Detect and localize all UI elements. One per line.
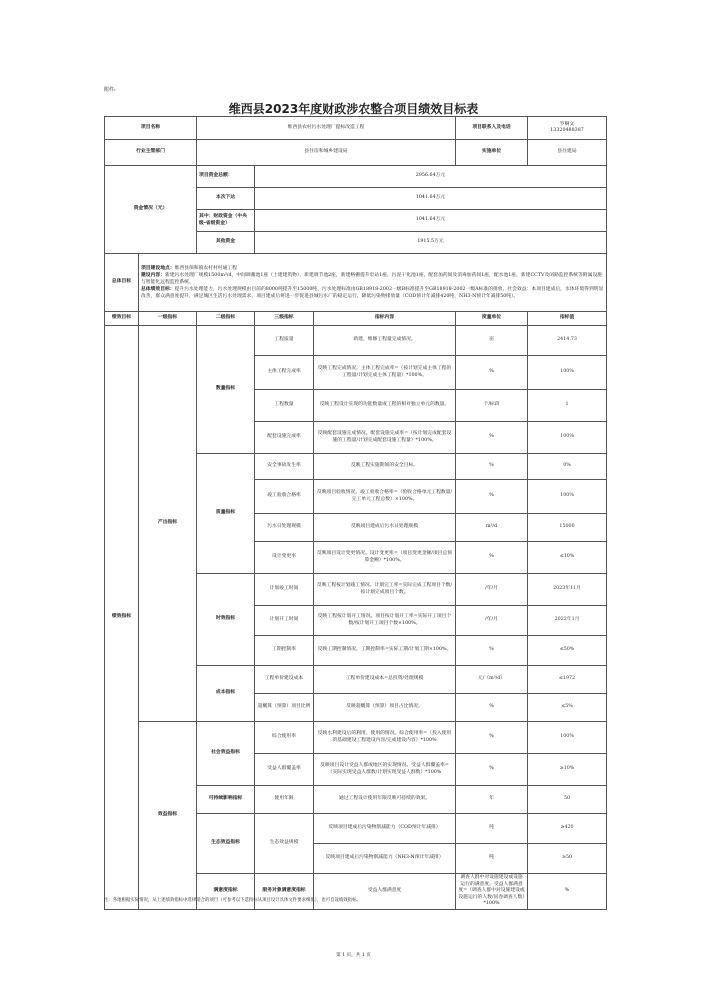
funds-row-label: 其中：财政资金（中央级-省级资金） [197,210,255,232]
funds-row-label: 项目资金总额： [197,166,255,188]
metric-name: 使用年限 [255,786,314,814]
metric-name: 综合使用率 [255,722,314,754]
col-header: 指标值 [528,312,607,326]
overall-goal-text [139,254,607,312]
metric-value: 100% [528,722,607,754]
metric-content: 反映项目设计变更情况。设计变更率=（项目变更金额/项目总预算金额）*100%。 [314,542,456,574]
col-header: 指标内容 [314,312,456,326]
contact-label: 项目联系人及电话 [456,117,528,140]
metric-value: ≤5% [528,694,607,722]
metric-content: 反映超概算（预算）项目占比情况。 [314,694,456,722]
impl-label: 实施单位 [456,140,528,166]
col-header: 度量单位 [456,312,528,326]
funds-row-value: 1915.5万元 [255,232,607,254]
metric-unit: % [456,454,528,480]
level1-benefit: 效益指标 [139,722,197,910]
metric-content: 反映工程设计实现的功能数量或工程的相对独立单元的数量。 [314,390,456,422]
metric-value: 100% [528,422,607,454]
metric-content: 反映水利建设后的利用、使用的情况。综合使用率=（投入使用的基础建设工程建设内容/完成建设内容）*100% [314,722,456,754]
perf-label: 绩效指标 [105,326,139,910]
metric-content: 工程单价建设成本=总投资/处理规模 [314,666,456,694]
metric-value: ≤1972 [528,666,607,694]
metric-content: 反映项目建成后污水日处理规模 [314,514,456,542]
attachment-note: 附件: [104,87,116,93]
level2-eco: 生态效益指标 [197,814,255,874]
metric-name: 计划竣工时间 [255,574,314,606]
metric-unit: 吨 [456,844,528,874]
level2-quality: 质量指标 [197,454,255,574]
contact: 罗啊文 13320488387 [528,117,607,140]
metric-content: 反映项目验收情况。竣工验收合格率=（验收合格单元工程数量/完工单元工程总数）×100%。 [314,480,456,514]
metric-name: 设计变更率 [255,542,314,574]
metric-name: 受益人群覆盖率 [255,754,314,786]
metric-content: 反映项目建成后污染物削减能力（COD预计年减排） [314,814,456,844]
metric-unit: % [456,636,528,666]
metric-value: 2022年1月 [528,606,607,636]
goal-value: 维西县保和镇农村村村通工程 [174,265,237,271]
goal-key: 建设内容： [141,272,165,279]
metric-content: 反映工程按计划竣工情况。计划完工率=实际完成工程项目个数/按计划完成项目个数。 [314,574,456,606]
page-title: 维西县2023年度财政涉农整合项目绩效目标表 [228,102,479,116]
metric-name: 主体工程完成率 [255,356,314,390]
metric-content: 反映项目设计受益人群或地区的实现情况。受益人群覆盖率=（实际实现受益人群数/计划实现受益人群数）*100% [314,754,456,786]
overall-label: 总体目标 [105,254,139,312]
metric-value: 100% [528,480,607,514]
metric-value: 0% [528,454,607,480]
metric-content: 反映工期控制情况。工期控制率=实际工期/计划工期×100%。 [314,636,456,666]
impl: 县住建局 [528,140,607,166]
page-number: 第 1 页，共 1 页 [336,953,371,958]
metric-content: 调查人群中对设施建设或设施运行的满意度。受益人群满意度=（调查人群中对设施建设或设施运行的人数/问卷调查人数）*100% [456,874,528,910]
metric-content: 反映工程按计划开工情况。项目按计划开工率=实际开工项目个数/按计划开工项目个数×100%。 [314,606,456,636]
goal-key: 项目建设地点： [141,264,175,271]
metric-unit: % [456,422,528,454]
level2-timeliness: 时效指标 [197,574,255,666]
metric-unit: 元/（m³/d） [456,666,528,694]
metric-unit: 个/标段 [456,390,528,422]
level2-cost: 成本指标 [197,666,255,722]
project-name-label: 项目名称 [105,117,197,140]
metric-content: 反映工程完成情况。主体工程完成率=（按计划完成主体工程的工程量/计划完成主体工程量）*100%。 [314,356,456,390]
funds-row-value: 1041.64万元 [255,188,607,210]
metric-content: 反映项目建成后污染物削减能力（NH3-N预计年减排） [314,844,456,874]
metric-value: 15000 [528,514,607,542]
metric-value: ≤50% [528,636,607,666]
goal-value: 新建污水处理厂规模1500m³/d，中间调蓄池1座（土建建筑物），新建调节池2座，新建格栅提升泵站1座，污泥干化池1座，配套加药间及消毒加药间1座，配水池1座，新建CCTV及闭路监控系统等附属设施与智能化远程监控系统。 [141,273,603,285]
metric-content: 反映工程实施期间的安全目标。 [314,454,456,480]
metric-unit: % [456,694,528,722]
level2-social: 社会效益指标 [197,722,255,786]
metric-name: 工期控制率 [255,636,314,666]
col-header: 一级指标 [139,312,197,326]
footnote: 注：各地根据实际情况，从上述绩效指标中选择适合的项目（可参考以下选指标从项目设计具体文件要求细化），也可自设绩效指标。 [104,898,361,903]
col-header: 绩效目标 [105,312,139,326]
metric-unit: % [456,356,528,390]
metric-value: ≥50 [528,844,607,874]
metric-unit: % [456,722,528,754]
level2-sustain: 可持续影响指标 [197,786,255,814]
metric-value: 2023年11月 [528,574,607,606]
goal-key: 总体绩效目标： [141,286,175,293]
metric-name: 安全事故发生率 [255,454,314,480]
col-header: 二级指标 [197,312,255,326]
funds-row-label: 其他资金 [197,232,255,254]
level1-output: 产出指标 [139,326,197,722]
metric-unit: /年/月 [456,606,528,636]
metric-name: 生态效益规模 [255,814,314,874]
metric-name: 竣工验收合格率 [255,480,314,514]
col-header: 三级指标 [255,312,314,326]
metric-value: 1 [528,390,607,422]
funds-row-label: 本次下达 [197,188,255,210]
project-name: 维西县农村污水处理厂提标改造工程 [197,117,456,140]
metric-value: ≤10% [528,542,607,574]
metric-unit: % [528,874,607,910]
metric-name: 超概算（预算）项目比例 [255,694,314,722]
performance-target-table [104,116,607,910]
metric-unit: /年/月 [456,574,528,606]
metric-unit: % [456,480,528,514]
metric-content: 反映配套设施完成情况。配套设施完成率=（按计划完成配套设施的工程量/计划完成配套设施工程量）*100%。 [314,422,456,454]
funds-row-value: 1041.64万元 [255,210,607,232]
goal-value: 提升污水处理能力，污水处理规模由目前的8000吨提升至15000吨，污水处理标准由GB18918-2002一级B标准提升至GB18918-2002一级A标准的排放，社会效益：本项目建成后，水体环境得到明显改善，群众满意度提升，满足城区生活污水处理需求，项目建成后将进一步促进县城污水厂的稳定运行，降低污染物排放量（COD预计年减排420吨，NH3-N预计年减排50吨）。 [141,287,604,299]
metric-content: 通过工程设计使用年限反映可持续的效果。 [314,786,456,814]
metric-unit: m³/d [456,514,528,542]
metric-name: 配套设施完成率 [255,422,314,454]
metric-unit: 亩 [456,326,528,356]
dept-label: 行业主管部门 [105,140,197,166]
metric-name: 工程单价建设成本 [255,666,314,694]
metric-content: 新建、维修工程量完成情况。 [314,326,456,356]
metric-value: 100% [528,356,607,390]
funds-row-value: 2956.64万元 [255,166,607,188]
metric-value: ≥10% [528,754,607,786]
level2-quantity: 数量指标 [197,326,255,454]
metric-unit: % [456,754,528,786]
metric-unit: % [456,542,528,574]
metric-value: 50 [528,786,607,814]
metric-name: 污水日处理规模 [255,514,314,542]
metric-value: 2414.73 [528,326,607,356]
metric-unit: 吨 [456,814,528,844]
level1-satisfaction: 满意度指标 [197,874,255,910]
metric-name: 工程数量 [255,390,314,422]
dept: 县住房和城乡建设局 [197,140,456,166]
metric-name: 工程质量 [255,326,314,356]
funds-label: 资金情况（元） [105,166,197,254]
metric-name: 计划开工时间 [255,606,314,636]
metric-name: 受益人群满意度 [314,874,456,910]
level2-service: 服务对象满意度指标 [255,874,314,910]
metric-unit: 年 [456,786,528,814]
metric-value: ≥420 [528,814,607,844]
